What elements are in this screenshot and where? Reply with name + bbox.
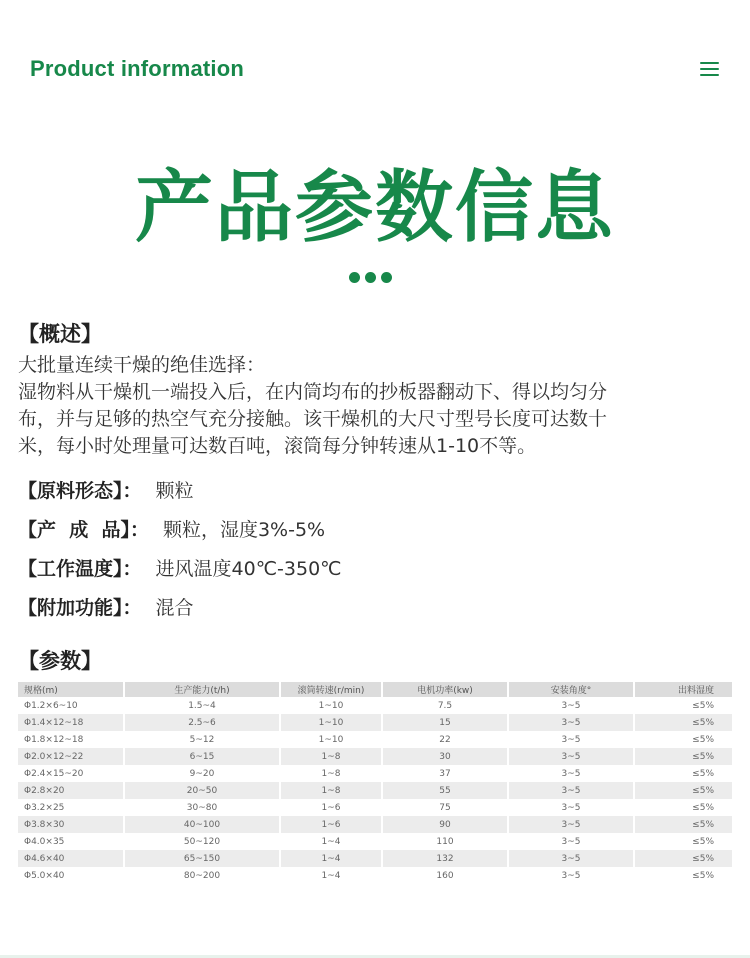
table-cell: ≤5%	[634, 714, 732, 731]
table-cell: Φ4.6×40	[18, 850, 124, 867]
table-cell: Φ2.8×20	[18, 782, 124, 799]
table-cell: 9~20	[124, 765, 280, 782]
table-cell: 50~120	[124, 833, 280, 850]
spec-value: 进风温度40℃-350℃	[155, 558, 342, 580]
table-cell: 160	[382, 867, 508, 884]
table-cell: 1~4	[280, 867, 382, 884]
table-cell: Φ3.2×25	[18, 799, 124, 816]
table-cell: 1~10	[280, 697, 382, 714]
table-row	[18, 731, 732, 748]
overview-line: 大批量连续干燥的绝佳选择：	[18, 354, 266, 376]
table-cell: Φ2.4×15~20	[18, 765, 124, 782]
table-cell: 2.5~6	[124, 714, 280, 731]
table-cell: 55	[382, 782, 508, 799]
spec-material-form	[18, 476, 194, 503]
table-row	[18, 782, 732, 799]
table-cell: 90	[382, 816, 508, 833]
table-cell: 5~12	[124, 731, 280, 748]
table-row	[18, 714, 732, 731]
table-cell: 1~4	[280, 850, 382, 867]
spec-label: 【原料形态】：	[18, 480, 142, 502]
parameter-table	[18, 682, 732, 884]
table-cell: ≤5%	[634, 833, 732, 850]
table-header-row	[18, 682, 732, 697]
table-cell: ≤5%	[634, 867, 732, 884]
table-cell: 6~15	[124, 748, 280, 765]
table-cell: Φ1.8×12~18	[18, 731, 124, 748]
table-cell: 1~10	[280, 714, 382, 731]
table-cell: 3~5	[508, 833, 634, 850]
hamburger-menu-icon[interactable]	[698, 60, 722, 78]
table-cell: Φ2.0×12~22	[18, 748, 124, 765]
table-cell: 1~8	[280, 782, 382, 799]
overview-line: 米，每小时处理量可达数百吨，滚筒每分钟转速从1-10不等。	[18, 435, 537, 457]
spec-value: 颗粒	[155, 480, 194, 502]
overview-text	[18, 352, 738, 460]
spec-label: 【工作温度】：	[18, 558, 142, 580]
top-bar	[0, 0, 750, 110]
table-cell: Φ3.8×30	[18, 816, 124, 833]
table-cell: ≤5%	[634, 850, 732, 867]
table-cell: 65~150	[124, 850, 280, 867]
table-cell: 110	[382, 833, 508, 850]
table-cell: 30	[382, 748, 508, 765]
table-cell: ≤5%	[634, 731, 732, 748]
table-cell: 1.5~4	[124, 697, 280, 714]
table-row	[18, 765, 732, 782]
table-cell: ≤5%	[634, 748, 732, 765]
table-row	[18, 697, 732, 714]
table-cell: ≤5%	[634, 799, 732, 816]
table-cell: ≤5%	[634, 782, 732, 799]
table-cell: 1~10	[280, 731, 382, 748]
overview-heading: 【概述】	[18, 322, 102, 346]
table-cell: ≤5%	[634, 816, 732, 833]
table-cell: ≤5%	[634, 697, 732, 714]
spec-label: 【附加功能】：	[18, 597, 142, 619]
table-cell: 80~200	[124, 867, 280, 884]
table-row	[18, 850, 732, 867]
table-cell: 3~5	[508, 816, 634, 833]
table-row	[18, 816, 732, 833]
table-cell: 75	[382, 799, 508, 816]
table-cell: 1~8	[280, 765, 382, 782]
table-cell: 1~4	[280, 833, 382, 850]
column-header: 出料湿度	[634, 682, 732, 697]
spec-value: 颗粒，湿度3%-5%	[162, 519, 326, 541]
table-row	[18, 867, 732, 884]
column-header: 电机功率(kw)	[382, 682, 508, 697]
table-cell: 3~5	[508, 731, 634, 748]
table-cell: 3~5	[508, 748, 634, 765]
overview-line: 布，并与足够的热空气充分接触。该干燥机的大尺寸型号长度可达数十	[18, 408, 608, 430]
spec-label: 【产 成 品】：	[18, 519, 149, 541]
params-heading: 【参数】	[18, 649, 102, 673]
table-cell: 15	[382, 714, 508, 731]
table-cell: 7.5	[382, 697, 508, 714]
table-cell: 30~80	[124, 799, 280, 816]
table-row	[18, 799, 732, 816]
table-cell: 1~6	[280, 799, 382, 816]
table-cell: 1~6	[280, 816, 382, 833]
table-cell: 37	[382, 765, 508, 782]
table-cell: 3~5	[508, 697, 634, 714]
page-title: 产品参数信息	[134, 163, 615, 253]
spec-value: 混合	[155, 597, 194, 619]
spec-additional-function	[18, 593, 194, 620]
table-cell: 1~8	[280, 748, 382, 765]
column-header: 生产能力(t/h)	[124, 682, 280, 697]
table-cell: 3~5	[508, 714, 634, 731]
table-cell: 3~5	[508, 867, 634, 884]
table-cell: 3~5	[508, 782, 634, 799]
table-cell: 20~50	[124, 782, 280, 799]
column-header: 规格(m)	[18, 682, 124, 697]
table-cell: Φ1.4×12~18	[18, 714, 124, 731]
table-cell: Φ1.2×6~10	[18, 697, 124, 714]
table-row	[18, 833, 732, 850]
table-cell: 3~5	[508, 850, 634, 867]
table-cell: 132	[382, 850, 508, 867]
table-row	[18, 748, 732, 765]
table-cell: Φ4.0×35	[18, 833, 124, 850]
title-dots-decoration	[349, 268, 397, 280]
spec-finished-product	[18, 515, 325, 542]
table-cell: Φ5.0×40	[18, 867, 124, 884]
table-cell: 3~5	[508, 765, 634, 782]
spec-working-temperature	[18, 554, 342, 581]
column-header: 安装角度°	[508, 682, 634, 697]
overview-line: 湿物料从干燥机一端投入后，在内筒均布的抄板器翻动下、得以均匀分	[18, 381, 608, 403]
table-cell: 40~100	[124, 816, 280, 833]
table-cell: 22	[382, 731, 508, 748]
column-header: 滚筒转速(r/min)	[280, 682, 382, 697]
table-cell: ≤5%	[634, 765, 732, 782]
table-cell: 3~5	[508, 799, 634, 816]
brand-title[interactable]: Product information	[30, 56, 245, 81]
